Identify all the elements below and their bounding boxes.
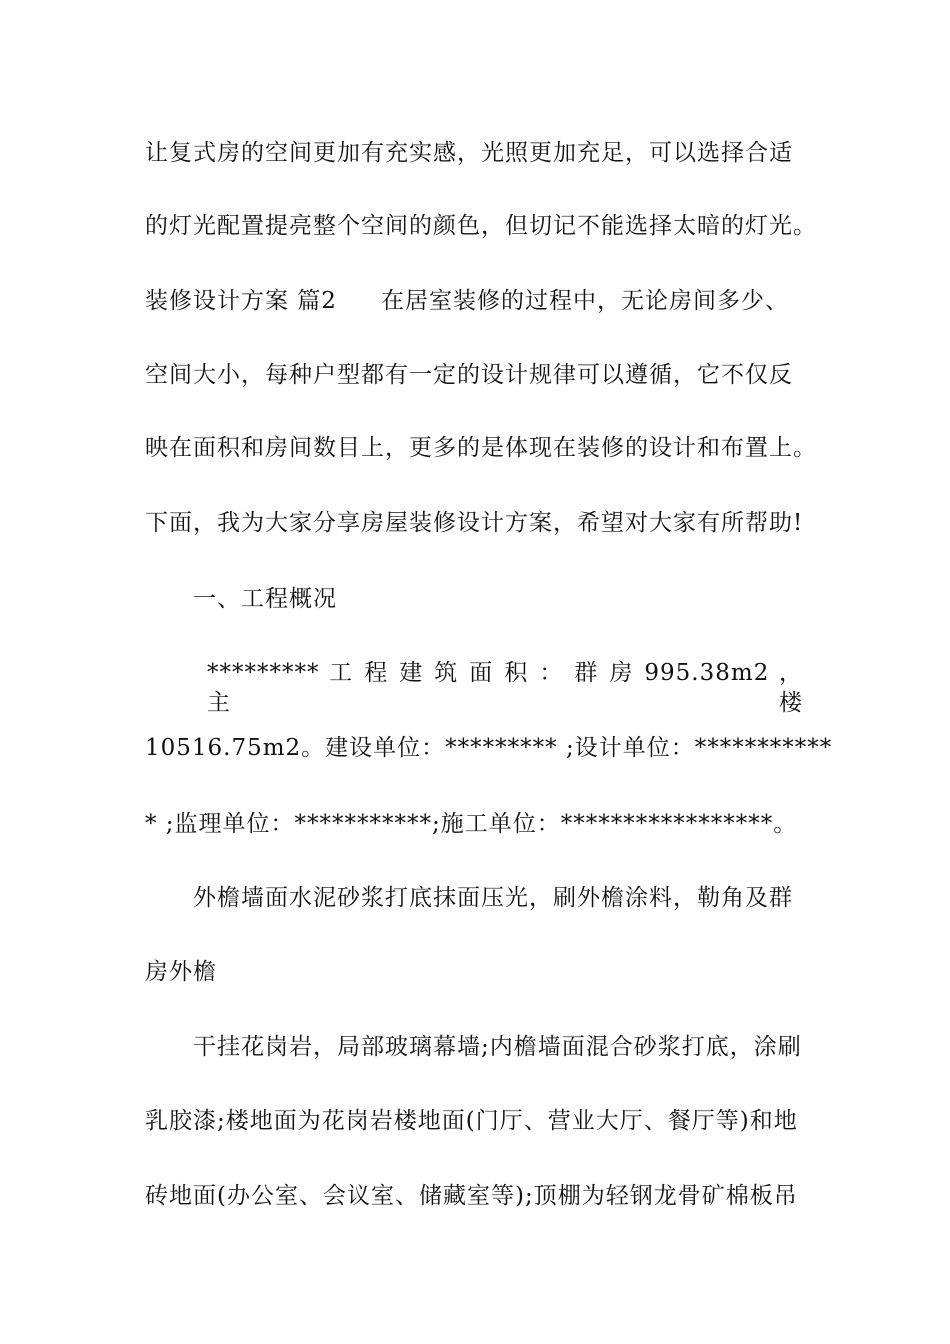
section-heading: 装修设计方案 篇2 (145, 288, 337, 314)
paragraph-start: 在居室装修的过程中，无论房间多少、 (380, 288, 789, 314)
text-line-9: 10516.75m2。建设单位：********* ;设计单位：*********** (145, 735, 833, 761)
text-line-12: 房外檐 (145, 959, 217, 985)
text-line-13: 干挂花岗岩，局部玻璃幕墙;内檐墙面混合砂浆打底，涂刷 (193, 1034, 802, 1060)
text-line-14: 乳胶漆;楼地面为花岗岩楼地面(门厅、营业大厅、餐厅等)和地 (145, 1108, 798, 1134)
text-line-11: 外檐墙面水泥砂浆打底抹面压光，刷外檐涂料，勒角及群 (193, 885, 793, 911)
text-line-4: 空间大小，每种户型都有一定的设计规律可以遵循，它不仅反 (145, 362, 793, 388)
text-line-1: 让复式房的空间更加有充实感，光照更加充足，可以选择合适 (145, 140, 793, 166)
text-line-6: 下面，我为大家分享房屋装修设计方案，希望对大家有所帮助! (145, 510, 804, 536)
text-line-10: * ;监理单位：***********;施工单位：*****************。 (145, 811, 798, 837)
text-line-8: ********* 工 程 建 筑 面 积 ： 群 房 995.38m2 ， 主 楼 (207, 660, 803, 716)
text-line-15: 砖地面(办公室、会议室、储藏室等);顶棚为轻钢龙骨矿棉板吊 (145, 1183, 798, 1209)
text-line-5: 映在面积和房间数目上，更多的是体现在装修的设计和布置上。 (145, 435, 817, 461)
text-line-3 (145, 286, 825, 316)
text-line-2: 的灯光配置提亮整个空间的颜色，但切记不能选择太暗的灯光。 (145, 213, 817, 239)
subheading-project-overview: 一、工程概况 (193, 586, 337, 612)
